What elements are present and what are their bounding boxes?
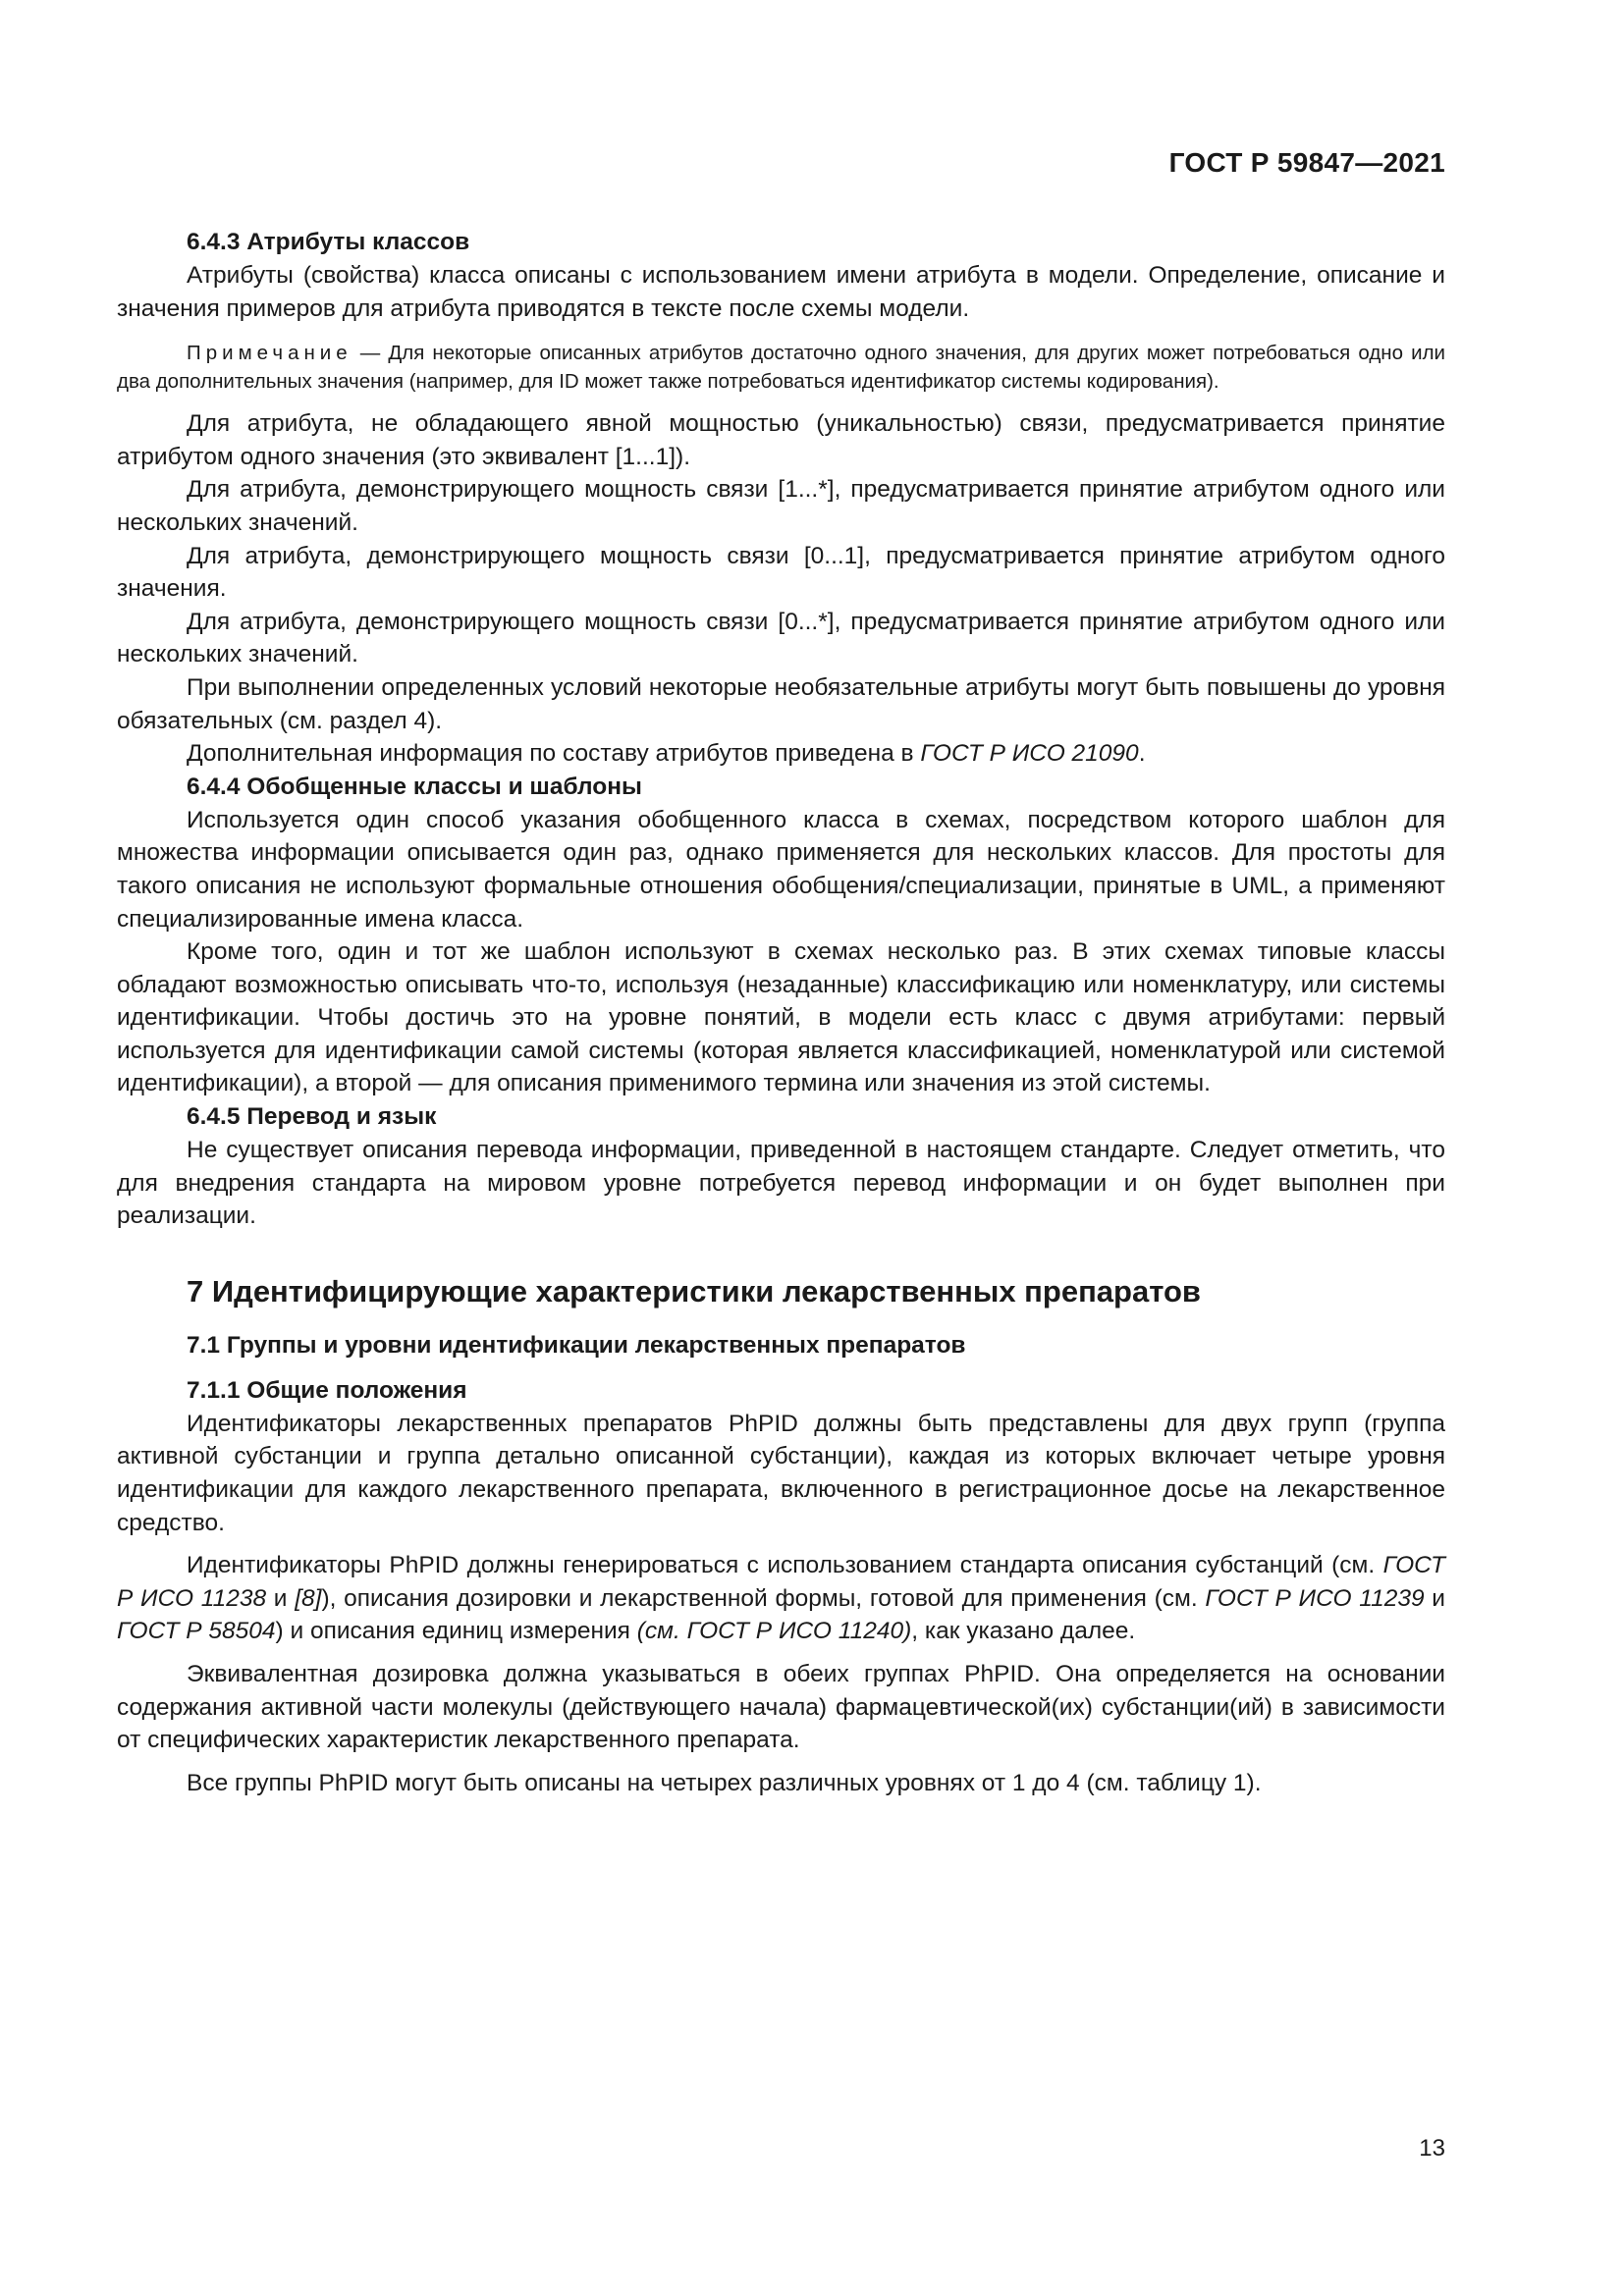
paragraph: Для атрибута, демонстрирующего мощность связи [0...*], предусматривается принятие атрибутом одного или нескольких значений. [117, 608, 1445, 668]
paragraph: Используется один способ указания обобщенного класса в схемах, посредством которого шаблон для множества информации описывается один раз, однако применяется для нескольких классов. Для простоты для такого описания не используют формальные отношения обобщения/специализации, принятые в UML, а применяют специализированные имена класса. [117, 806, 1445, 933]
text-run: и [266, 1584, 296, 1612]
paragraph: При выполнении определенных условий некоторые необязательные атрибуты могут быть повышены до уровня обязательных (см. раздел 4). [117, 673, 1445, 734]
note-text: — Для некоторые описанных атрибутов достаточно одного значения, для других может потребоваться одно или два дополнительных значения (например, для ID может также потребоваться идентификатор системы кодирования). [117, 342, 1445, 394]
text-run: , как указано далее. [911, 1618, 1136, 1645]
paragraph: Не существует описания перевода информации, приведенной в настоящем стандарте. Следует отметить, что для внедрения стандарта на мировом уровне потребуется перевод информации и он будет выполнен при реализации. [117, 1137, 1445, 1230]
paragraph [117, 737, 1445, 771]
paragraph: Идентификаторы лекарственных препаратов PhPID должны быть представлены для двух групп (группа активной субстанции и группа детально описанной субстанции), каждая из которых включает четыре уровня идентификации для каждого лекарственного препарата, включенного в регистрационное досье на лекарственное средство. [117, 1410, 1445, 1536]
paragraph: Для атрибута, демонстрирующего мощность связи [0...1], предусматривается принятие атрибутом одного значения. [117, 542, 1445, 603]
heading-7-1-1: 7.1.1 Общие положения [187, 1376, 467, 1404]
note [117, 339, 1445, 396]
standard-reference: ГОСТ Р ИСО 11239 [1205, 1584, 1425, 1612]
paragraph: Все группы PhPID могут быть описаны на четырех различных уровнях от 1 до 4 (см. таблицу 1). [187, 1769, 1262, 1796]
paragraph: Атрибуты (свойства) класса описаны с использованием имени атрибута в модели. Определение, описание и значения примеров для атрибута приводятся в тексте после схемы модели. [117, 262, 1445, 322]
standard-reference: ГОСТ Р 58504 [117, 1618, 276, 1645]
heading-6-4-3: 6.4.3 Атрибуты классов [187, 229, 470, 255]
paragraph: Для атрибута, демонстрирующего мощность связи [1...*], предусматривается принятие атрибутом одного или нескольких значений. [117, 476, 1445, 536]
text-run: Дополнительная информация по составу атрибутов приведена в [187, 740, 921, 768]
heading-section-7: 7 Идентифицирующие характеристики лекарственных препаратов [187, 1273, 1201, 1308]
standard-reference: ГОСТ Р ИСО 21090 [920, 740, 1139, 768]
heading-6-4-5: 6.4.5 Перевод и язык [187, 1103, 437, 1131]
text-run: и [1424, 1584, 1445, 1612]
bibliography-reference: [8] [295, 1584, 322, 1612]
paragraph [117, 1549, 1445, 1648]
text-run: Идентификаторы PhPID должны генерироваться с использованием стандарта описания субстанций (см. [187, 1552, 1383, 1579]
standard-reference: (см. ГОСТ Р ИСО 11240) [636, 1618, 912, 1645]
paragraph: Эквивалентная дозировка должна указываться в обеих группах PhPID. Она определяется на основании содержания активной части молекулы (действующего начала) фармацевтической(их) субстанции(ий) в зависимости от специфических характеристик лекарственного препарата. [117, 1661, 1445, 1754]
heading-7-1: 7.1 Группы и уровни идентификации лекарственных препаратов [187, 1331, 966, 1359]
text-run: . [1138, 740, 1146, 768]
text-run: ), описания дозировки и лекарственной формы, готовой для применения (см. [321, 1584, 1206, 1612]
paragraph: Кроме того, один и тот же шаблон используют в схемах несколько раз. В этих схемах типовые классы обладают возможностью описывать что-то, используя (незаданные) классификацию или номенклатуру, или системы идентификации. Чтобы достичь это на уровне понятий, в модели есть класс с двумя атрибутами: первый используется для идентификации самой системы (которая является классификацией, номенклатурой или системой идентификации), а второй — для описания применимого термина или значения из этой системы. [117, 938, 1445, 1097]
heading-6-4-4: 6.4.4 Обобщенные классы и шаблоны [187, 773, 642, 800]
paragraph: Для атрибута, не обладающего явной мощностью (уникальностью) связи, предусматривается принятие атрибутом одного значения (это эквивалент [1...1]). [117, 410, 1445, 470]
note-label: Примечание [187, 342, 352, 365]
standard-reference: ГОСТ Р ИСО 11238 [117, 1552, 1445, 1612]
page-number: 13 [1419, 2135, 1445, 2162]
text-run: ) и описания единиц измерения [275, 1618, 637, 1645]
page-content [117, 226, 1445, 1799]
document-code: ГОСТ Р 59847—2021 [1168, 147, 1445, 178]
